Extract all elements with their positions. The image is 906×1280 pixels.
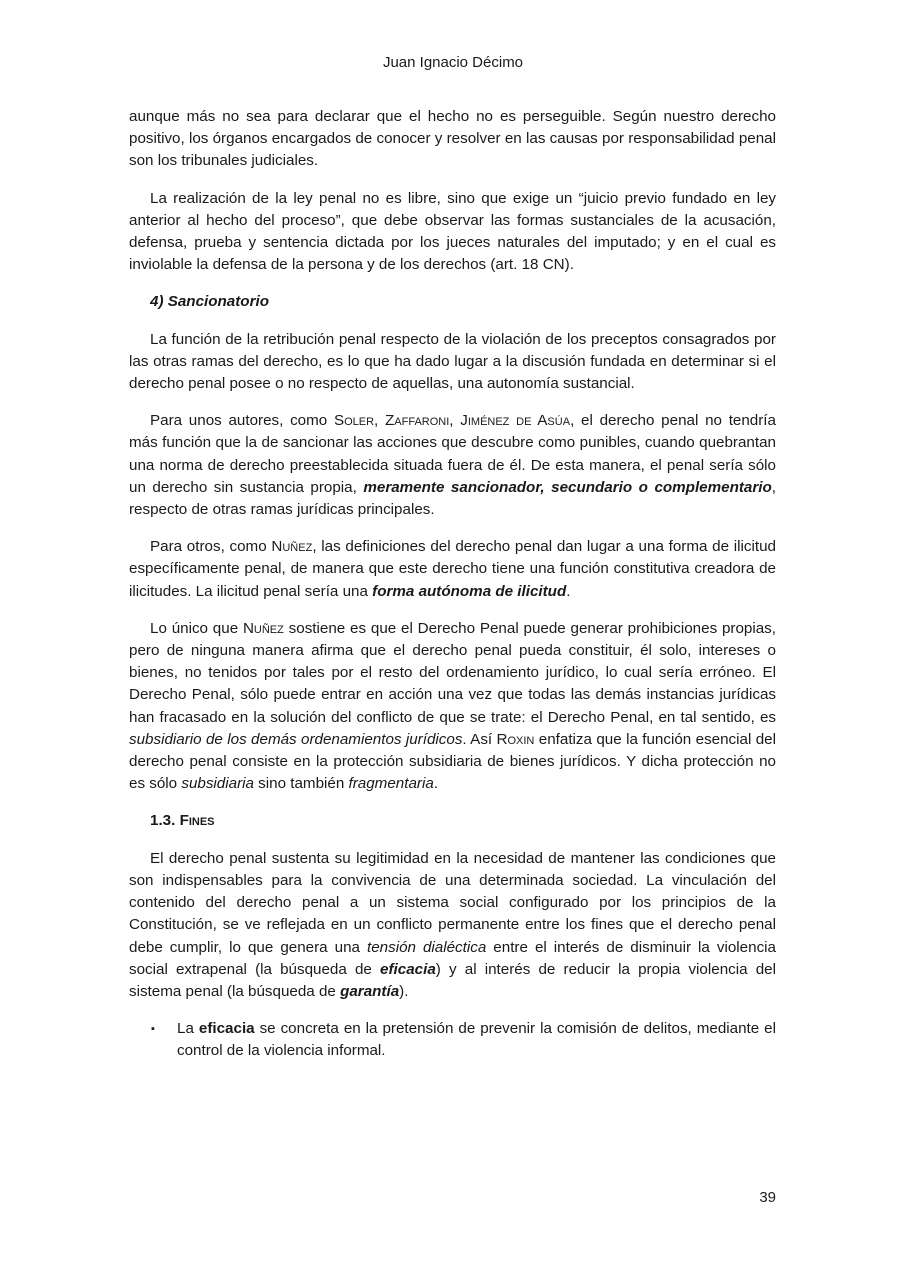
- italic-phrase: subsidiaria: [181, 775, 254, 793]
- heading-text: 4) Sancionatorio: [150, 293, 269, 311]
- emphasis: garantía: [340, 982, 400, 1000]
- paragraph-4: Para unos autores, como Soler, Zaffaroni, Jiménez de Asúa, el derecho penal no tendría más función que la de sancionar las acciones que descubre como punibles, cuando quebrantan una norma de derecho preestablecida situada fuera de él. De esta manera, el penal sería sólo un derecho sin sustancia propia, meramente sancionador, secundario o complementario, respecto de otras ramas jurídicas principales.: [129, 412, 777, 519]
- author-name: Roxin: [496, 730, 535, 748]
- author-name: Soler: [333, 412, 375, 430]
- page-header-author: Juan Ignacio Décimo: [382, 54, 524, 71]
- paragraph-6: Lo único que Nuñez sostiene es que el Derecho Penal puede generar prohibiciones propias, pero de ninguna manera afirma que el derecho penal pueda constituir, él solo, intereses o bienes, no tenidos por tales por el resto del ordenamiento jurídico, lo cual sería erróneo. El Derecho Penal, sólo puede entrar en acción una vez que todas las demás instancias jurídicas han fracasado en la solución del conflicto de que se trate: el Derecho Penal, en tal sentido, es subsidiario de los demás ordenamientos jurídicos. Así Roxin enfatiza que la función esencial del derecho penal consiste en la protección subsidiaria de bienes jurídicos. Y dicha protección no es sólo subsidiaria sino también fragmentaria.: [129, 619, 776, 793]
- body-text: [129, 106, 776, 1063]
- author-name: Jiménez de Asúa: [460, 412, 571, 430]
- emphasis: meramente sancionador, secundario o complementario: [363, 478, 772, 496]
- author-name: Nuñez: [271, 538, 313, 556]
- paragraph-7: El derecho penal sustenta su legitimidad en la necesidad de mantener las condiciones que son indispensables para la convivencia de una determinada sociedad. La vinculación del contenido del derecho penal a un sistema social configurado por los principios de la Constitución, se ve reflejada en un conflicto permanente entre los fines que el derecho penal debe cumplir, lo que genera una tensión dialéctica entre el interés de disminuir la violencia social extrapenal (la búsqueda de eficacia) y al interés de reducir la propia violencia del sistema penal (la búsqueda de garantía).: [129, 849, 776, 1000]
- emphasis: forma autónoma de ilicitud: [372, 582, 567, 600]
- author-name: Nuñez: [242, 619, 284, 637]
- paragraph-2: La realización de la ley penal no es libre, sino que exige un “juicio previo fundado en ley anterior al hecho del proceso”, que debe observar las formas sustanciales de la acusación, defensa, prueba y sentencia dictada por los jueces naturales del imputado; y en el cual es inviolable la defensa de la persona y de los derechos (art. 18 CN).: [129, 189, 776, 274]
- author-name: Zaffaroni: [385, 412, 450, 430]
- section-heading-fines: 1.3. Fines: [150, 812, 215, 830]
- section-heading-sancionatorio: [150, 291, 776, 313]
- heading-title: Fines: [179, 812, 215, 830]
- italic-phrase: fragmentaria: [348, 775, 434, 793]
- italic-phrase: subsidiario de los demás ordenamientos jurídicos: [129, 730, 463, 748]
- paragraph-1: aunque más no sea para declarar que el hecho no es perseguible. Según nuestro derecho positivo, los órganos encargados de conocer y resolver en las causas por responsabilidad penal son los tribunales judiciales.: [129, 108, 776, 170]
- emphasis: eficacia: [380, 960, 436, 978]
- page-number: 39: [759, 1189, 776, 1206]
- square-bullet-icon: ▪: [151, 1023, 155, 1036]
- list-item: ▪ La eficacia se concreta en la pretensión de prevenir la comisión de delitos, mediante el control de la violencia informal.: [151, 1020, 776, 1060]
- paragraph-3: La función de la retribución penal respecto de la violación de los preceptos consagrados por las otras ramas del derecho, es lo que ha dado lugar a la discusión fundada en determinar si el derecho penal posee o no respecto de aquellas, una autonomía sustancial.: [129, 330, 776, 393]
- bullet-list: [129, 1018, 776, 1062]
- italic-phrase: tensión dialéctica: [366, 938, 487, 956]
- paragraph-5: Para otros, como Nuñez, las definiciones del derecho penal dan lugar a una forma de ilicitud específicamente penal, de manera que este derecho tiene una función constitutiva creadora de ilicitudes. La ilicitud penal sería una forma autónoma de ilicitud.: [129, 538, 776, 600]
- bold-term: eficacia: [198, 1020, 255, 1038]
